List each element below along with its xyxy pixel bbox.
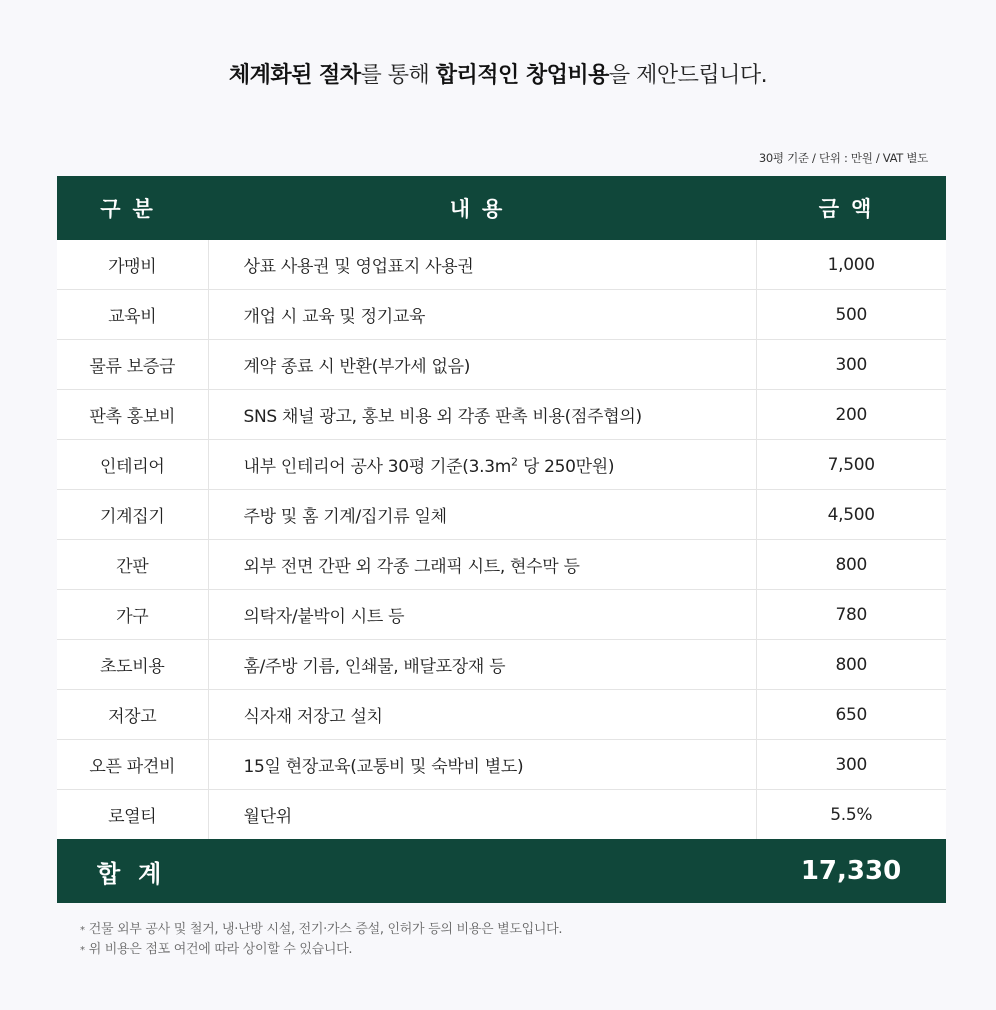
table-row bbox=[57, 690, 946, 740]
table-header bbox=[57, 176, 946, 240]
table-row bbox=[57, 390, 946, 440]
row-amount: 300 bbox=[756, 740, 946, 790]
row-content: 15일 현장교육(교통비 및 숙박비 별도) bbox=[208, 740, 756, 790]
unit-note: 30평 기준 / 단위 : 만원 / VAT 별도 bbox=[758, 151, 928, 165]
row-amount: 800 bbox=[756, 640, 946, 690]
row-amount: 7,500 bbox=[756, 440, 946, 490]
row-content bbox=[208, 440, 756, 490]
headline bbox=[0, 58, 996, 89]
row-category: 초도비용 bbox=[57, 640, 208, 690]
total-amount: 17,330 bbox=[756, 839, 946, 903]
table-row bbox=[57, 340, 946, 390]
footnote-text: 위 비용은 점포 여건에 따라 상이할 수 있습니다. bbox=[88, 942, 353, 957]
headline-text-2: 를 통해 bbox=[360, 63, 436, 88]
cost-table bbox=[57, 176, 946, 903]
header-amount: 금액 bbox=[756, 176, 946, 240]
row-content: 주방 및 홈 기계/집기류 일체 bbox=[208, 490, 756, 540]
row-category: 오픈 파견비 bbox=[57, 740, 208, 790]
table-row bbox=[57, 290, 946, 340]
row-content: 식자재 저장고 설치 bbox=[208, 690, 756, 740]
row-amount: 1,000 bbox=[756, 240, 946, 290]
row-content: 홈/주방 기름, 인쇄물, 배달포장재 등 bbox=[208, 640, 756, 690]
row-category: 로열티 bbox=[57, 790, 208, 840]
row-amount: 800 bbox=[756, 540, 946, 590]
row-category: 저장고 bbox=[57, 690, 208, 740]
table-row bbox=[57, 440, 946, 490]
row-amount: 5.5% bbox=[830, 804, 873, 825]
row-category: 가구 bbox=[57, 590, 208, 640]
headline-bold-1: 체계화된 절차 bbox=[228, 63, 361, 88]
table-row bbox=[57, 490, 946, 540]
table-row bbox=[57, 640, 946, 690]
table-row bbox=[57, 790, 946, 840]
footnote-mark: * bbox=[80, 945, 85, 956]
row-category: 기계집기 bbox=[57, 490, 208, 540]
row-content: 개업 시 교육 및 정기교육 bbox=[208, 290, 756, 340]
row-category: 인테리어 bbox=[57, 440, 208, 490]
row-content-post: 당 250만원) bbox=[517, 457, 615, 477]
table-row bbox=[57, 240, 946, 290]
table-total bbox=[57, 839, 946, 903]
table-row bbox=[57, 540, 946, 590]
footnotes bbox=[80, 920, 562, 960]
row-content: 의탁자/붙박이 시트 등 bbox=[208, 590, 756, 640]
row-category: 교육비 bbox=[57, 290, 208, 340]
row-amount: 780 bbox=[756, 590, 946, 640]
row-content: SNS 채널 광고, 홍보 비용 외 각종 판촉 비용(점주협의) bbox=[208, 390, 756, 440]
footnote-1 bbox=[80, 920, 562, 940]
row-content: 월단위 bbox=[208, 790, 756, 840]
row-category: 가맹비 bbox=[57, 240, 208, 290]
row-category: 간판 bbox=[57, 540, 208, 590]
total-label: 합계 bbox=[57, 839, 756, 903]
row-content: 계약 종료 시 반환(부가세 없음) bbox=[208, 340, 756, 390]
header-category: 구분 bbox=[57, 176, 208, 240]
row-category: 물류 보증금 bbox=[57, 340, 208, 390]
footnote-2 bbox=[80, 940, 562, 960]
row-amount: 4,500 bbox=[756, 490, 946, 540]
headline-bold-3: 합리적인 창업비용 bbox=[435, 63, 609, 88]
table-body bbox=[57, 240, 946, 839]
row-amount: 300 bbox=[756, 340, 946, 390]
headline-text-4: 을 제안드립니다. bbox=[608, 63, 768, 88]
row-category: 판촉 홍보비 bbox=[57, 390, 208, 440]
header-content: 내용 bbox=[208, 176, 756, 240]
footnote-text: 건물 외부 공사 및 철거, 냉·난방 시설, 전기·가스 증설, 인허가 등의 비용은 별도입니다. bbox=[88, 922, 563, 937]
row-amount: 500 bbox=[756, 290, 946, 340]
row-content: 상표 사용권 및 영업표지 사용권 bbox=[208, 240, 756, 290]
table-row bbox=[57, 740, 946, 790]
row-content-pre: 내부 인테리어 공사 30평 기준(3.3m bbox=[243, 457, 512, 477]
row-content: 외부 전면 간판 외 각종 그래픽 시트, 현수막 등 bbox=[208, 540, 756, 590]
table-row bbox=[57, 590, 946, 640]
row-amount: 200 bbox=[756, 390, 946, 440]
row-content-superscript: 2 bbox=[511, 455, 518, 469]
row-amount: 650 bbox=[756, 690, 946, 740]
footnote-mark: * bbox=[80, 925, 85, 936]
